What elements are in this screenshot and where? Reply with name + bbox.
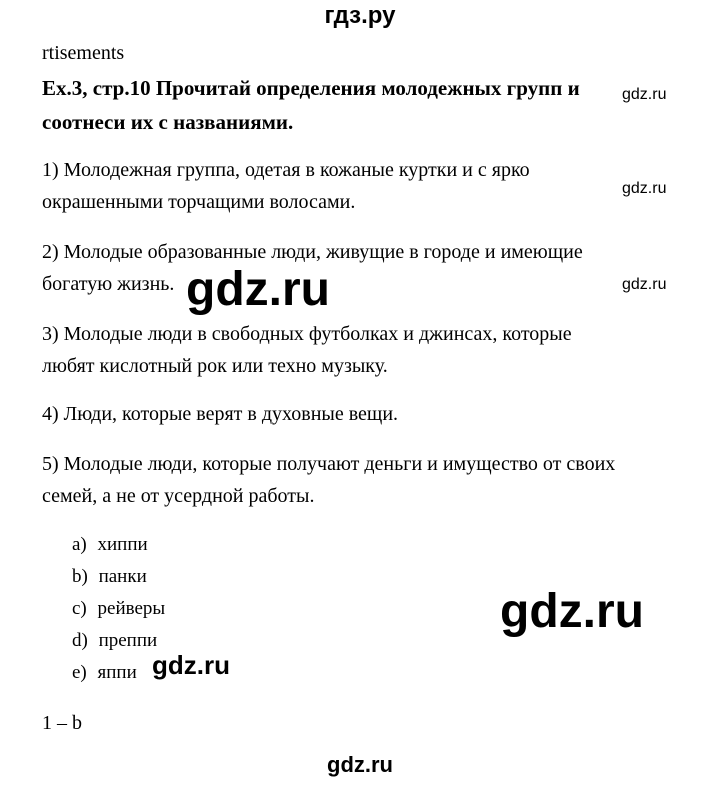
exercise-title-line-2: соотнеси их с названиями. (42, 110, 294, 134)
option-text: панки (98, 566, 147, 587)
definition-1-line-1: 1) Молодежная группа, одетая в кожаные куртки и с ярко (42, 159, 530, 181)
site-header: гдз.ру (324, 2, 396, 29)
watermark-medium: gdz.ru (152, 650, 230, 680)
definition-2-line-2: богатую жизнь. (42, 273, 175, 295)
option-text: рейверы (97, 598, 166, 619)
option-a (72, 534, 148, 556)
option-c (72, 598, 165, 620)
definition-5-line-1: 5) Молодые люди, которые получают деньги и имущество от своих (42, 453, 616, 475)
option-text: хиппи (97, 534, 148, 555)
advertisements-label: rtisements (42, 42, 125, 64)
watermark-small: gdz.ru (622, 86, 667, 103)
option-letter: d) (72, 630, 88, 651)
watermark-large: gdz.ru (500, 585, 644, 638)
answer-text: 1 – b (42, 712, 82, 734)
definition-1-line-2: окрашенными торчащими волосами. (42, 191, 356, 213)
option-b (72, 566, 147, 588)
definition-2-line-1: 2) Молодые образованные люди, живущие в городе и имеющие (42, 241, 583, 263)
option-letter: a) (72, 534, 87, 555)
watermark-large: gdz.ru (186, 263, 330, 316)
option-e (72, 662, 137, 684)
watermark-small: gdz.ru (622, 276, 667, 293)
option-d (72, 630, 157, 652)
definition-4: 4) Люди, которые верят в духовные вещи. (42, 403, 399, 425)
definition-5-line-2: семей, а не от усердной работы. (42, 485, 315, 507)
exercise-title-line-1: Ex.3, стр.10 Прочитай определения молодежных групп и (42, 76, 580, 100)
option-letter: e) (72, 662, 87, 683)
option-letter: c) (72, 598, 87, 619)
definition-3-line-1: 3) Молодые люди в свободных футболках и джинсах, которые (42, 323, 572, 345)
definition-3-line-2: любят кислотный рок или техно музыку. (42, 355, 388, 377)
watermark-small: gdz.ru (622, 180, 667, 197)
option-text: яппи (97, 662, 137, 683)
option-text: преппи (98, 630, 158, 651)
option-letter: b) (72, 566, 88, 587)
watermark-footer: gdz.ru (327, 752, 393, 777)
